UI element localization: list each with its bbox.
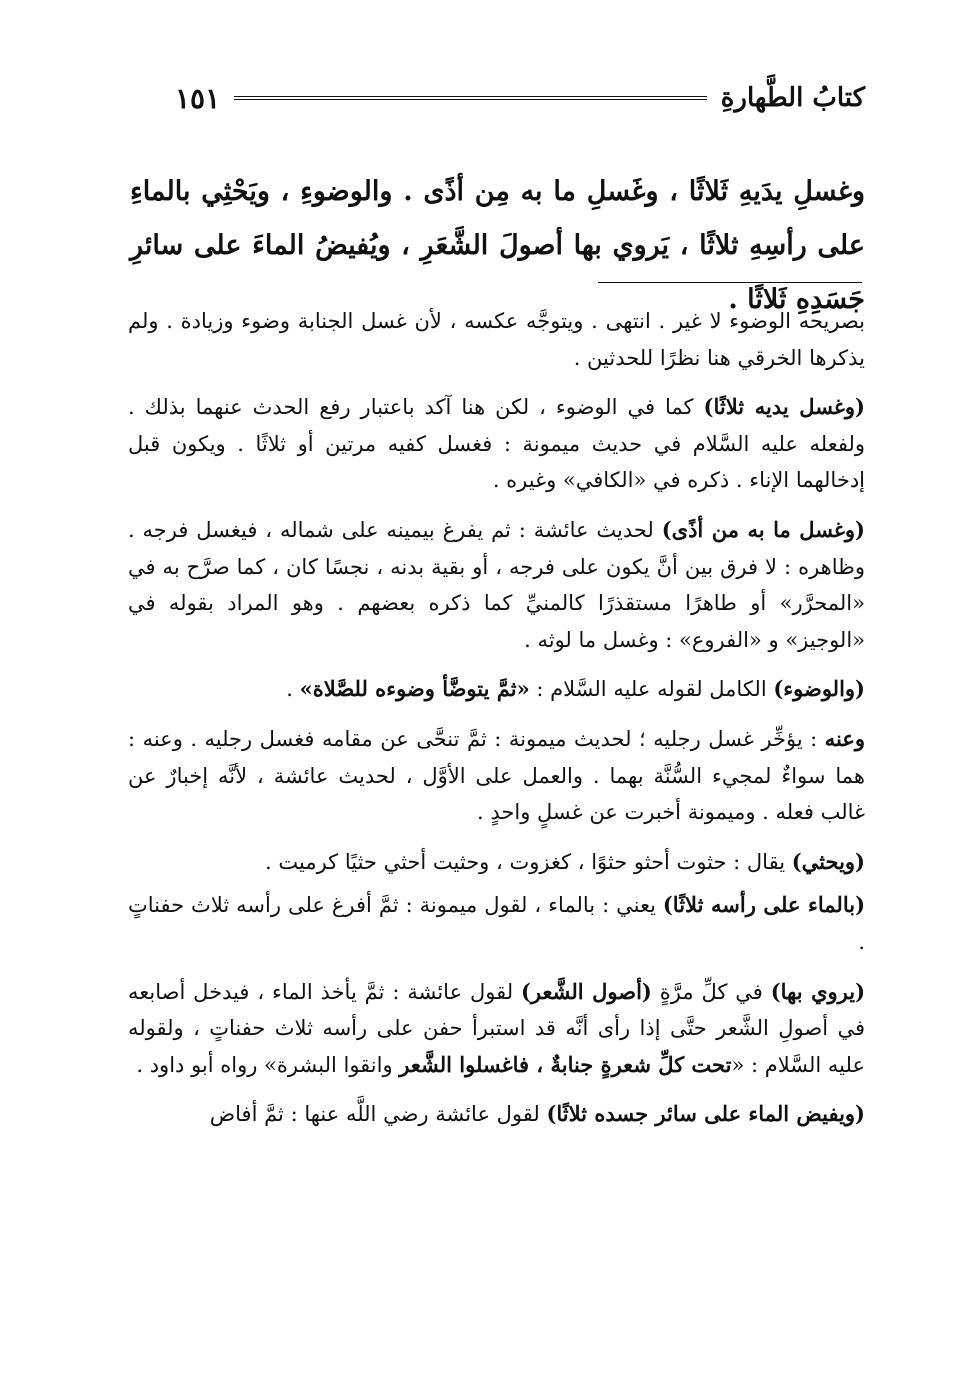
commentary-text: لقول عائشة : ثمَّ يأخذ الماء ، فيدخل أصابعه في أصولِ الشَّعر حتَّى إذا رأى أنَّه قد استبرأ حفن على رأسه ثلاث حفناتٍ ، ولقوله عليه السَّلام : « (128, 979, 865, 1077)
commentary-paragraph (128, 721, 865, 831)
commentary-paragraph (128, 974, 865, 1084)
lemma: (وغسل ما به من أذًى) (661, 516, 865, 542)
hadith-quote: تحت كلِّ شعرةٍ جنابةٌ ، فاغسلوا الشَّعر (399, 1051, 732, 1077)
commentary-paragraph (128, 512, 865, 658)
commentary-text: في كلِّ مرَّةٍ (651, 979, 771, 1004)
commentary-paragraph (128, 887, 865, 960)
lemma: (بالماء على رأسه ثلاثًا) (662, 892, 866, 918)
lemma: وعنه (824, 725, 865, 751)
lemma: (أصول الشَّعر) (521, 978, 652, 1004)
footnote-rule (598, 282, 862, 283)
commentary-text: . (286, 677, 300, 702)
commentary (128, 303, 865, 1146)
lemma: (يروي بها) (770, 978, 866, 1004)
commentary-text: لقول عائشة رضي اللَّه عنها : ثمَّ أفاض (209, 1102, 547, 1127)
lemma: (ويفيض الماء على سائر جسده ثلاثًا) (546, 1101, 865, 1127)
page-header (175, 78, 865, 118)
commentary-text: الكامل لقوله عليه السَّلام : (529, 677, 774, 702)
header-rule (234, 96, 707, 100)
lemma: (والوضوء) (773, 676, 865, 702)
lemma: (ويحثي) (791, 848, 865, 874)
commentary-paragraph (128, 844, 865, 881)
main-text: وغسلِ يدَيهِ ثَلاثًا ، وغَسلِ ما به مِن أذًى . والوضوءِ ، ويَحْثِي بالماءِ على رأسِهِ ثلاثًا ، يَروي بها أصولَ الشَّعَرِ ، ويُفيضُ الماءَ على سائرِ جَسَدِهِ ثَلاثًا . (130, 176, 865, 315)
commentary-text: : يؤخِّر غسل رجليه ؛ لحديث ميمونة : ثمَّ تنحَّى عن مقامه فغسل رجليه . وعنه : هما سواءٌ لمجيء السُّنَّة بهما . والعمل على الأوَّل ، لحديث عائشة ، لأنَّه إخبارٌ عن غالب فعله . وميمونة أخبرت عن غسلٍ واحدٍ . (128, 726, 865, 825)
commentary-text: بصريحه الوضوء لا غير . انتهى . ويتوجَّه عكسه ، لأن غسل الجنابة وضوء وزيادة . ولم يذكرها الخرقي هنا نظرًا للحدثين . (128, 309, 865, 370)
running-title: كتابُ الطَّهارةِ (720, 83, 865, 113)
commentary-paragraph (128, 671, 865, 708)
commentary-text: كما في الوضوء ، لكن هنا آكد باعتبار رفع الحدث عنهما بذلك . ولفعله عليه السَّلام في حديث ميمونة : فغسل كفيه مرتين أو ثلاثًا . ويكون قبل إدخالهما الإناء . ذكره في «الكافي» وغيره . (128, 395, 865, 493)
commentary-text: وانقوا البشرة» رواه أبو داود . (136, 1052, 400, 1077)
hadith-quote: «ثمَّ يتوضَّأ وضوءه للصَّلاة» (299, 676, 530, 702)
commentary-paragraph (128, 389, 865, 499)
commentary-paragraph (128, 303, 865, 376)
commentary-paragraph (128, 1096, 865, 1133)
commentary-text: يعني : بالماء ، لقول ميمونة : ثمَّ أفرغ على رأسه ثلاث حفناتٍ . (128, 893, 865, 954)
page-number: ١٥١ (175, 81, 221, 115)
commentary-text: لحديث عائشة : ثم يفرغ بيمينه على شماله ، فيغسل فرجه . وظاهره : لا فرق بين أنَّ يكون على فرجه ، أو بقية بدنه ، نجسًا كان ، كما صرَّح به في «المحرَّر» أو طاهرًا مستقذرًا كالمنيِّ كما ذكره بعضهم . وهو المراد بقوله في «الوجيز» و «الفروع» : وغسل ما لوثه . (128, 517, 865, 652)
lemma: (وغسل يديه ثلاثًا) (703, 394, 865, 420)
commentary-text: يقال : حثوت أحثو حثوًا ، كغزوت ، وحثيت أحثي حثيًا كرميت . (265, 849, 792, 874)
